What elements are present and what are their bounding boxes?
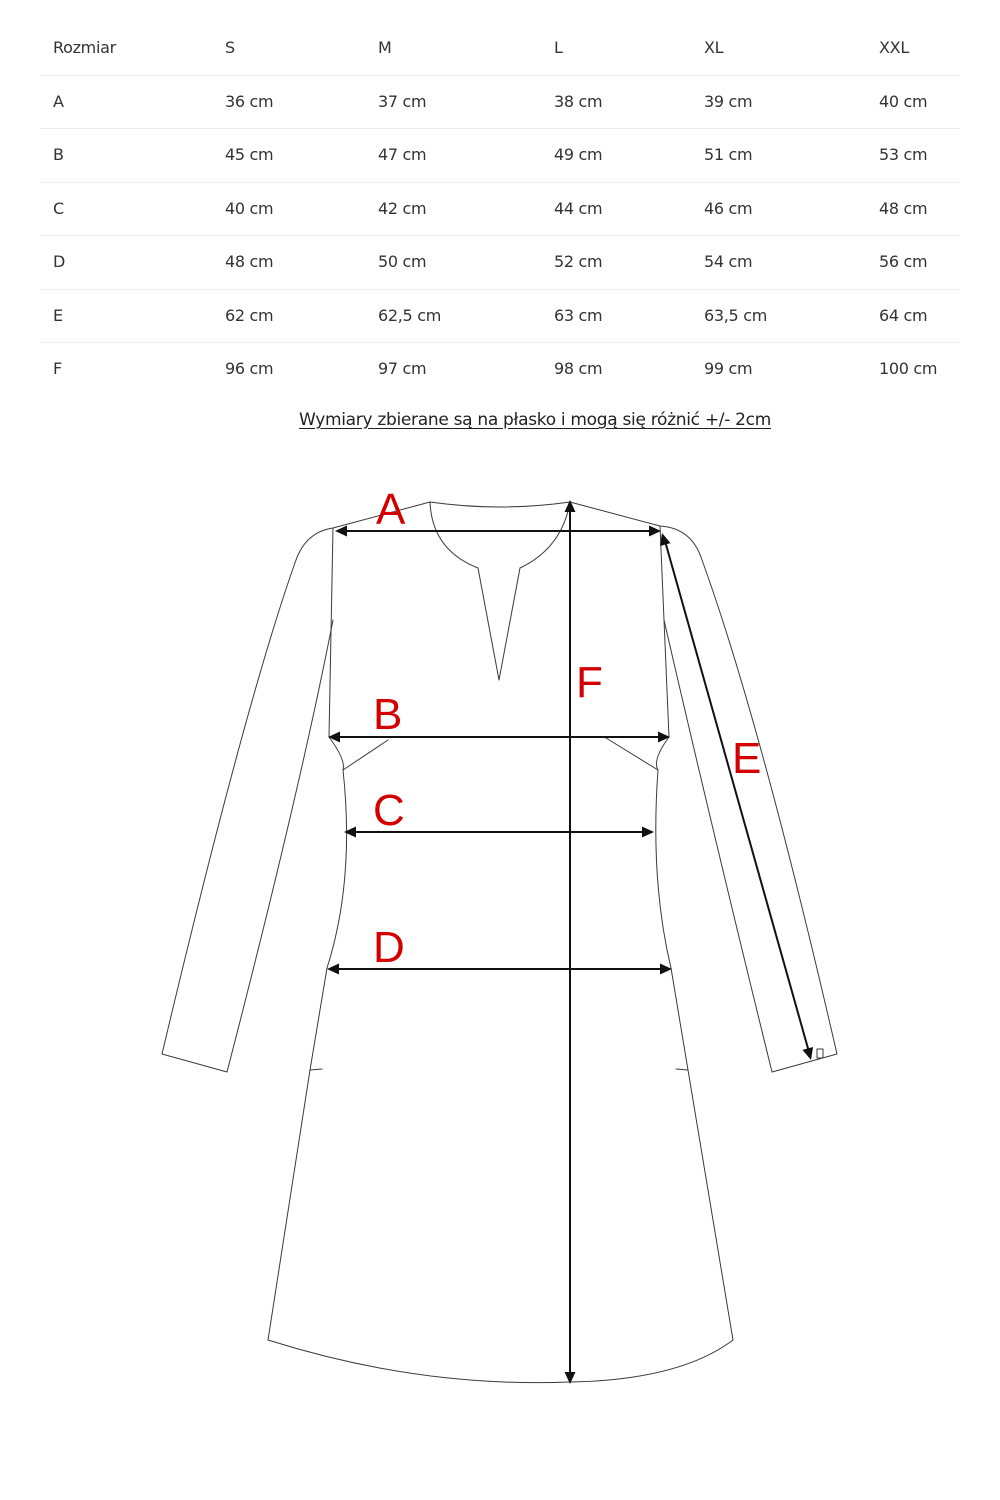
arrow-c-head-right: [642, 827, 654, 838]
left-sleeve: [162, 528, 333, 1072]
table-cell: 98 cm: [554, 359, 603, 378]
label-c: C: [373, 786, 405, 835]
table-cell: 36 cm: [225, 91, 274, 111]
arrow-b-head-left: [328, 732, 340, 743]
table-cell: 53 cm: [879, 145, 928, 164]
table-cell: E: [53, 305, 63, 325]
table-cell: 56 cm: [879, 252, 928, 271]
table-cell: 46 cm: [704, 198, 753, 218]
header-cell: S: [225, 38, 235, 57]
arrow-d-head-left: [327, 964, 339, 975]
table-cell: 45 cm: [225, 145, 274, 164]
collar-line: [430, 502, 570, 680]
left-pocket-mark: [310, 1069, 322, 1070]
header-cell: Rozmiar: [53, 38, 116, 57]
measurement-labels: [373, 485, 761, 972]
table-cell: 51 cm: [704, 145, 753, 164]
measurement-note: Wymiary zbierane są na płasko i mogą się różnić +/- 2cm: [299, 410, 771, 430]
table-cell: 47 cm: [378, 145, 427, 164]
header-cell: M: [378, 38, 392, 57]
dress-outline: [162, 502, 837, 1383]
table-cell: 39 cm: [704, 91, 753, 111]
table-cell: 52 cm: [554, 252, 603, 271]
label-a: A: [376, 485, 406, 534]
table-cell: 62,5 cm: [378, 305, 441, 325]
table-cell: 63 cm: [554, 305, 603, 325]
arrow-a-head-right: [649, 526, 661, 537]
table-cell: 44 cm: [554, 198, 603, 218]
table-cell: 38 cm: [554, 91, 603, 111]
table-cell: B: [53, 145, 64, 164]
arrow-e-head-bottom: [802, 1047, 816, 1062]
header-cell: XL: [704, 38, 724, 57]
cuff-button-loop: [817, 1049, 823, 1058]
table-cell: 50 cm: [378, 252, 427, 271]
arrow-b-head-right: [658, 732, 670, 743]
table-cell: F: [53, 359, 62, 378]
table-cell: 100 cm: [879, 359, 938, 378]
table-cell: 37 cm: [378, 91, 427, 111]
label-e: E: [732, 734, 762, 783]
table-cell: 63,5 cm: [704, 305, 767, 325]
label-f: F: [576, 658, 603, 707]
table-cell: 40 cm: [879, 91, 928, 111]
table-cell: 49 cm: [554, 145, 603, 164]
table-cell: 97 cm: [378, 359, 427, 378]
table-cell: C: [53, 198, 64, 218]
table-cell: 42 cm: [378, 198, 427, 218]
table-cell: D: [53, 252, 66, 271]
right-sleeve: [660, 526, 837, 1072]
header-cell: L: [554, 38, 563, 57]
table-cell: 40 cm: [225, 198, 274, 218]
arrow-e-line: [665, 541, 809, 1052]
arrow-f-head-top: [565, 500, 576, 512]
table-cell: 64 cm: [879, 305, 928, 325]
table-cell: 48 cm: [225, 252, 274, 271]
right-dart: [606, 738, 658, 770]
table-cell: 99 cm: [704, 359, 753, 378]
table-cell: A: [53, 91, 64, 111]
table-cell: 48 cm: [879, 198, 928, 218]
right-pocket-mark: [676, 1069, 688, 1070]
arrow-c-head-left: [344, 827, 356, 838]
table-cell: 54 cm: [704, 252, 753, 271]
header-cell: XXL: [879, 38, 909, 57]
table-cell: 62 cm: [225, 305, 274, 325]
left-dart: [343, 740, 388, 770]
arrow-e-head-top: [657, 532, 671, 547]
table-cell: 96 cm: [225, 359, 274, 378]
left-bodice-side: [268, 528, 347, 1340]
label-d: D: [373, 923, 405, 972]
hem: [268, 1340, 733, 1383]
label-b: B: [373, 690, 403, 739]
